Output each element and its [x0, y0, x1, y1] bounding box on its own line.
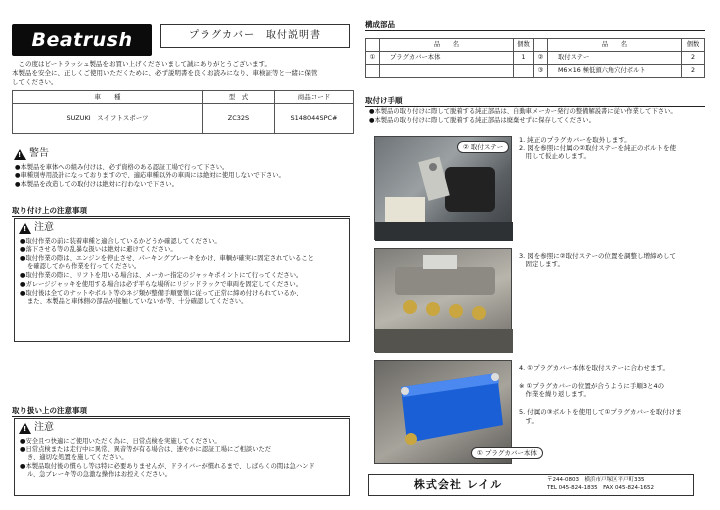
handling-notes-box: ! 注意 ●安全且つ快適にご使用いただく為に、日常点検を実施してください。 ●日常点検または走行中に異常、異音等が有る場合は、速やかに認証工場にご相談いただ き、適切な処置を施してください。 ●本製品取付後の慣らし等は特に必要ありませんが、ドライバーが慣れるまで、しばらくの間は急ハンド ル、急ブレーキ等の急激な操作はお控えください。 [14, 418, 350, 496]
model-header: 型 式 [203, 91, 275, 104]
document-title: プラグカバー 取付説明書 [160, 24, 350, 48]
warning-label: 警告 [29, 148, 49, 159]
step-text-3 [519, 364, 709, 425]
note-item: 取付作業の際に、リフトを用いる場合は、メーカー指定のジャッキポイントにて行ってください。 [25, 271, 303, 279]
parts-table [365, 38, 705, 78]
vehicle-table [12, 90, 354, 134]
warning-section: ! 警告 ●本製品を車体への組み付けは、必ず資格のある認証工場で行って下さい。 ●車種別専用設計になっておりますので、適応車種以外の車両には絶対に使用しないで下さい。 ●本製品を改造しての取付けは絶対に行わないで下さい。 [15, 148, 285, 189]
part-qty: 2 [682, 65, 705, 78]
note-item: 日常点検または走行中に異常、異音等が有る場合は、速やかに認証工場にご相談いただ [25, 446, 272, 454]
warning-item: 本製品を改造しての取付けは絶対に行わないで下さい。 [20, 181, 178, 189]
procedure-title: 取付け手順 [365, 96, 705, 107]
note-item: を確認してから作業を行ってください。 [27, 263, 141, 271]
caution-label: 注意 [34, 422, 54, 433]
part-name [380, 65, 514, 78]
parts-title: 構成部品 [365, 20, 705, 31]
part-number: ① [366, 52, 380, 65]
note-item: 安全且つ快適にご使用いただく為に、日常点検を実施してください。 [25, 437, 221, 445]
step3-photo [374, 248, 512, 352]
step-line: 1. 純正のプラグカバーを取外します。 [519, 136, 631, 144]
part-number [366, 65, 380, 78]
part-qty: 1 [514, 52, 534, 65]
warning-triangle-icon: ! [14, 149, 26, 160]
intro-text [12, 60, 354, 87]
step-line: 3. 図を参照に②取付ステーの位置を調整し増締めして [519, 252, 676, 260]
part-name-header: 品 名 [380, 39, 514, 52]
caution-label: 注意 [34, 222, 54, 233]
step-line: 固定します。 [519, 260, 564, 269]
note-item: また、本製品と車体側の部品が接触していないか等、十分確認してください。 [27, 297, 248, 305]
intro-line: 本製品を安全に、正しくご使用いただくために、必ず説明書を良くお読みになり、車検証等と一緒に保管 [12, 69, 318, 78]
brand-logo [12, 24, 152, 56]
note-item: き、適切な処置を施してください。 [27, 454, 128, 462]
intro-line: この度はビートラッシュ製品をお買い上げくださいまして誠にありがとうございます。 [12, 60, 271, 68]
vehicle-header: 車 種 [13, 91, 203, 104]
note-item: 本製品取付後の慣らし等は特に必要ありませんが、ドライバーが慣れるまで、しばらくの間は急ハンド [25, 463, 315, 471]
model-code: ZC32S [203, 104, 275, 134]
step1-photo [374, 136, 512, 240]
install-notes-title: 取り付け上の注意事項 [12, 206, 350, 217]
company-name: 株式会社 レイル [413, 478, 503, 492]
note-item: ル、急ブレーキ等の急激な操作はお控えください。 [27, 470, 172, 478]
procedure-note: 本製品の取り付けに際して脱着する純正部品は、自動車メーカー発行の整備解説書に従い作業して下さい。 [374, 108, 677, 115]
part-number: ② [534, 52, 548, 65]
part-name: M6×16 極低頭六角穴付ボルト [548, 65, 682, 78]
bracket-callout: ② 取付ステー [457, 141, 509, 153]
warning-item: 本製品を車体への組み付けは、必ず資格のある認証工場で行って下さい。 [20, 163, 229, 171]
qty-header: 個数 [682, 39, 705, 52]
intro-line: してください。 [12, 78, 58, 87]
step4-photo [374, 360, 537, 464]
footer-box [368, 474, 694, 496]
note-item: 取付後は全てのナットやボルト等のネジ類が整備手順要領に従って正常に締め付けられているか、 [25, 289, 303, 297]
part-number: ③ [534, 65, 548, 78]
note-item: 落下させる等の乱暴な扱いは絶対に避けてください。 [25, 246, 177, 254]
warning-item: 車種別専用設計になっておりますので、適応車種以外の車両には絶対に使用しないで下さい。 [20, 172, 285, 180]
note-item: 取付作業の前に装着車種と適合しているかどうか確認してください。 [25, 237, 221, 245]
product-code: S148044SPC# [275, 104, 354, 134]
step-line: 5. 付属の③ボルトを使用して①プラグカバーを取付けま [519, 408, 682, 417]
engine-top-illustration [375, 249, 513, 353]
caution-triangle-icon: ! [19, 423, 31, 434]
install-notes-box: ! 注意 ●取付作業の前に装着車種と適合しているかどうか確認してください。 ●落下させる等の乱暴な扱いは絶対に避けてください。 ●取付作業の際は、エンジンを停止させ、パーキングブレーキをかけ、車輌が確実に固定されていること を確認してから作業を行ってください。 ●取付作業の際に、リフトを用いる場合は、メーカー指定のジャッキポイントにて行ってください。 ●ガレージジャッキを使用する場合は必ず平らな場所にリジッドラックで車両を固定してください。 ●取付後は全てのナットやボルト等のネジ類が整備手順要領に従って正常に締め付けられているか、 また、本製品と車体側の部品が接触していないか等、十分確認してください。 [14, 218, 350, 342]
step-line: 2. 図を参照に付属の②取付ステーを純正のボルトを使 [519, 144, 676, 153]
step-line: 作業を繰り返します。 [519, 390, 590, 399]
note-item: ガレージジャッキを使用する場合は必ず平らな場所にリジッドラックで車両を固定してください。 [25, 280, 303, 288]
part-name-header: 品 名 [548, 39, 682, 52]
vehicle-name: SUZUKI スイフトスポーツ [13, 104, 203, 134]
cover-callout: ① プラグカバー本体 [471, 447, 543, 459]
part-qty: 2 [682, 52, 705, 65]
step-line: 用して仮止めします。 [519, 152, 590, 161]
brand-name: Beatrush [31, 29, 133, 51]
note-item: 取付作業の際は、エンジンを停止させ、パーキングブレーキをかけ、車輌が確実に固定されていること [25, 255, 314, 263]
caution-triangle-icon: ! [19, 223, 31, 234]
part-name: プラグカバー本体 [380, 52, 514, 65]
part-name: 取付ステー [548, 52, 682, 65]
code-header: 商品コード [275, 91, 354, 104]
step-line: 4. ①プラグカバー本体を取付ステーに合わせます。 [519, 364, 669, 372]
company-phone: TEL 045-824-1835 FAX 045-824-1652 [547, 485, 655, 491]
handling-notes-title: 取り扱い上の注意事項 [12, 406, 350, 417]
procedure-note: 本製品の取り付けに際して脱着する純正部品は廃棄せずに保存してください。 [374, 116, 595, 124]
step-text-1 [519, 136, 709, 160]
part-qty [514, 65, 534, 78]
step-text-2 [519, 252, 709, 268]
qty-header: 個数 [514, 39, 534, 52]
company-address: 〒244-0803 横浜市戸塚区平戸町335 [547, 477, 645, 484]
procedure-notes: ●本製品の取り付けに際して脱着する純正部品は、自動車メーカー発行の整備解説書に従い作業して下さい。 ●本製品の取り付けに際して脱着する純正部品は廃棄せずに保存してください。 [369, 108, 677, 124]
step-line: す。 [519, 416, 538, 425]
step-line: ※ ①プラグカバーの位置が合うように手順3と4の [519, 382, 665, 391]
